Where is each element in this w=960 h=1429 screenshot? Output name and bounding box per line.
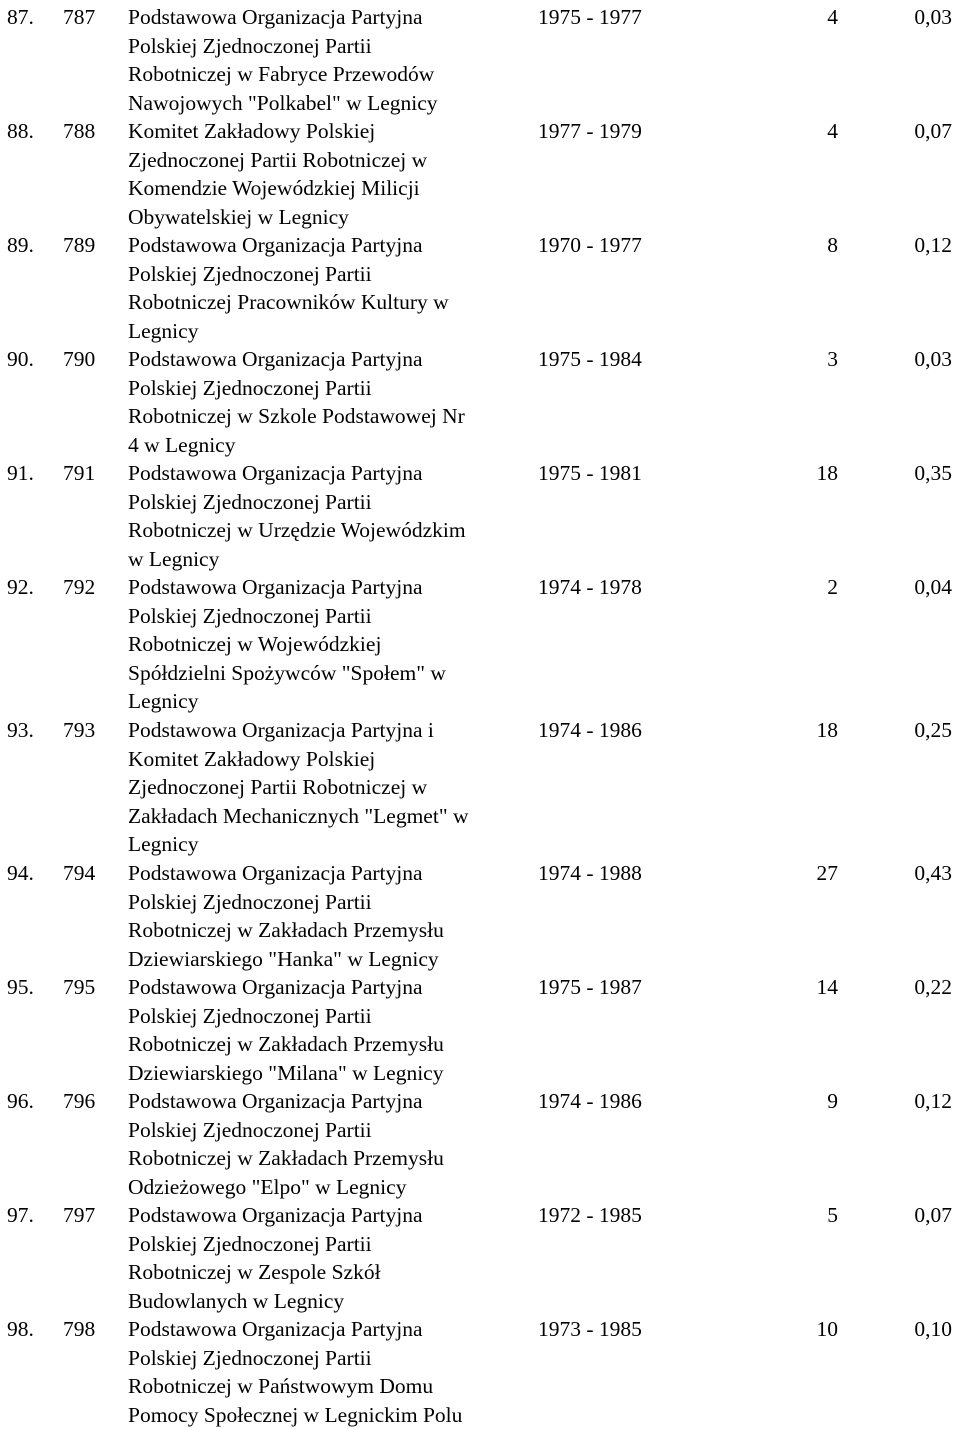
- unit-name-line: Podstawowa Organizacja Partyjna: [128, 3, 526, 32]
- linear-meters: 0,12: [914, 231, 952, 260]
- unit-name-line: Zjednoczonej Partii Robotniczej w: [128, 773, 526, 802]
- date-range: 1975 - 1977: [538, 3, 642, 32]
- unit-name-line: Polskiej Zjednoczonej Partii: [128, 1344, 526, 1373]
- row-number: 89.: [7, 231, 34, 260]
- file-signature: 798: [63, 1315, 95, 1344]
- unit-name-line: Robotniczej w Zakładach Przemysłu: [128, 1144, 526, 1173]
- unit-name: [128, 573, 526, 716]
- row-number: 96.: [7, 1087, 34, 1116]
- unit-name-line: Polskiej Zjednoczonej Partii: [128, 374, 526, 403]
- unit-name-line: Zakładach Mechanicznych "Legmet" w: [128, 802, 526, 831]
- unit-count: 10: [817, 1315, 839, 1344]
- unit-name-line: Budowlanych w Legnicy: [128, 1287, 526, 1316]
- unit-name-line: Robotniczej w Zespole Szkół: [128, 1258, 526, 1287]
- unit-name-line: Polskiej Zjednoczonej Partii: [128, 488, 526, 517]
- unit-count: 18: [817, 459, 839, 488]
- linear-meters: 0,43: [914, 859, 952, 888]
- date-range: 1972 - 1985: [538, 1201, 642, 1230]
- unit-count: 14: [817, 973, 839, 1002]
- unit-name-line: Odzieżowego "Elpo" w Legnicy: [128, 1173, 526, 1202]
- unit-name-line: 4 w Legnicy: [128, 431, 526, 460]
- unit-count: 9: [827, 1087, 838, 1116]
- linear-meters: 0,10: [914, 1315, 952, 1344]
- file-signature: 790: [63, 345, 95, 374]
- unit-name: [128, 1201, 526, 1315]
- file-signature: 793: [63, 716, 95, 745]
- unit-count: 2: [827, 573, 838, 602]
- file-signature: 788: [63, 117, 95, 146]
- unit-name-line: Robotniczej w Fabryce Przewodów: [128, 60, 526, 89]
- unit-name-line: Dziewiarskiego "Hanka" w Legnicy: [128, 945, 526, 974]
- file-signature: 796: [63, 1087, 95, 1116]
- unit-name-line: Polskiej Zjednoczonej Partii: [128, 602, 526, 631]
- date-range: 1974 - 1986: [538, 1087, 642, 1116]
- unit-name-line: Obywatelskiej w Legnicy: [128, 203, 526, 232]
- unit-name-line: Polskiej Zjednoczonej Partii: [128, 888, 526, 917]
- unit-name-line: Robotniczej w Państwowym Domu: [128, 1372, 526, 1401]
- row-number: 90.: [7, 345, 34, 374]
- date-range: 1975 - 1984: [538, 345, 642, 374]
- date-range: 1970 - 1977: [538, 231, 642, 260]
- unit-name-line: Robotniczej w Wojewódzkiej: [128, 630, 526, 659]
- row-number: 91.: [7, 459, 34, 488]
- file-signature: 792: [63, 573, 95, 602]
- date-range: 1977 - 1979: [538, 117, 642, 146]
- row-number: 93.: [7, 716, 34, 745]
- file-signature: 791: [63, 459, 95, 488]
- unit-name-line: Polskiej Zjednoczonej Partii: [128, 260, 526, 289]
- unit-name: [128, 1087, 526, 1201]
- linear-meters: 0,07: [914, 1201, 952, 1230]
- file-signature: 795: [63, 973, 95, 1002]
- unit-count: 18: [817, 716, 839, 745]
- unit-name-line: Spółdzielni Spożywców "Społem" w: [128, 659, 526, 688]
- date-range: 1975 - 1987: [538, 973, 642, 1002]
- unit-name-line: Polskiej Zjednoczonej Partii: [128, 32, 526, 61]
- row-number: 94.: [7, 859, 34, 888]
- row-number: 97.: [7, 1201, 34, 1230]
- unit-name-line: Pomocy Społecznej w Legnickim Polu: [128, 1401, 526, 1429]
- unit-name-line: Dziewiarskiego "Milana" w Legnicy: [128, 1059, 526, 1088]
- linear-meters: 0,35: [914, 459, 952, 488]
- unit-count: 4: [827, 117, 838, 146]
- unit-name-line: Podstawowa Organizacja Partyjna: [128, 345, 526, 374]
- unit-count: 5: [827, 1201, 838, 1230]
- date-range: 1973 - 1985: [538, 1315, 642, 1344]
- linear-meters: 0,07: [914, 117, 952, 146]
- date-range: 1974 - 1988: [538, 859, 642, 888]
- date-range: 1974 - 1978: [538, 573, 642, 602]
- unit-name-line: Komitet Zakładowy Polskiej: [128, 745, 526, 774]
- unit-name: [128, 231, 526, 345]
- linear-meters: 0,12: [914, 1087, 952, 1116]
- unit-name: [128, 3, 526, 117]
- linear-meters: 0,22: [914, 973, 952, 1002]
- linear-meters: 0,04: [914, 573, 952, 602]
- unit-name-line: Podstawowa Organizacja Partyjna i: [128, 716, 526, 745]
- unit-name: [128, 1315, 526, 1429]
- unit-name: [128, 117, 526, 231]
- linear-meters: 0,25: [914, 716, 952, 745]
- unit-name-line: Legnicy: [128, 687, 526, 716]
- unit-name: [128, 345, 526, 459]
- unit-name-line: Polskiej Zjednoczonej Partii: [128, 1230, 526, 1259]
- unit-name-line: Polskiej Zjednoczonej Partii: [128, 1116, 526, 1145]
- unit-name-line: Robotniczej w Zakładach Przemysłu: [128, 916, 526, 945]
- row-number: 92.: [7, 573, 34, 602]
- date-range: 1975 - 1981: [538, 459, 642, 488]
- row-number: 98.: [7, 1315, 34, 1344]
- linear-meters: 0,03: [914, 345, 952, 374]
- unit-name-line: Robotniczej Pracowników Kultury w: [128, 288, 526, 317]
- unit-name-line: Robotniczej w Szkole Podstawowej Nr: [128, 402, 526, 431]
- row-number: 88.: [7, 117, 34, 146]
- unit-count: 4: [827, 3, 838, 32]
- date-range: 1974 - 1986: [538, 716, 642, 745]
- unit-name-line: Podstawowa Organizacja Partyjna: [128, 859, 526, 888]
- unit-name-line: Podstawowa Organizacja Partyjna: [128, 1201, 526, 1230]
- unit-name-line: Polskiej Zjednoczonej Partii: [128, 1002, 526, 1031]
- file-signature: 797: [63, 1201, 95, 1230]
- file-signature: 789: [63, 231, 95, 260]
- linear-meters: 0,03: [914, 3, 952, 32]
- unit-name-line: Podstawowa Organizacja Partyjna: [128, 231, 526, 260]
- unit-name-line: Zjednoczonej Partii Robotniczej w: [128, 146, 526, 175]
- unit-name-line: Komendzie Wojewódzkiej Milicji: [128, 174, 526, 203]
- unit-name-line: w Legnicy: [128, 545, 526, 574]
- unit-name: [128, 859, 526, 973]
- row-number: 95.: [7, 973, 34, 1002]
- file-signature: 794: [63, 859, 95, 888]
- unit-name-line: Nawojowych "Polkabel" w Legnicy: [128, 89, 526, 118]
- unit-count: 3: [827, 345, 838, 374]
- row-number: 87.: [7, 3, 34, 32]
- unit-name: [128, 973, 526, 1087]
- unit-name-line: Robotniczej w Zakładach Przemysłu: [128, 1030, 526, 1059]
- unit-name: [128, 459, 526, 573]
- unit-name-line: Podstawowa Organizacja Partyjna: [128, 573, 526, 602]
- unit-name-line: Komitet Zakładowy Polskiej: [128, 117, 526, 146]
- unit-name-line: Legnicy: [128, 830, 526, 859]
- unit-name-line: Podstawowa Organizacja Partyjna: [128, 1087, 526, 1116]
- unit-name-line: Legnicy: [128, 317, 526, 346]
- unit-name-line: Podstawowa Organizacja Partyjna: [128, 459, 526, 488]
- unit-name-line: Podstawowa Organizacja Partyjna: [128, 973, 526, 1002]
- unit-name-line: Robotniczej w Urzędzie Wojewódzkim: [128, 516, 526, 545]
- unit-name: [128, 716, 526, 859]
- unit-count: 27: [817, 859, 839, 888]
- unit-name-line: Podstawowa Organizacja Partyjna: [128, 1315, 526, 1344]
- file-signature: 787: [63, 3, 95, 32]
- unit-count: 8: [827, 231, 838, 260]
